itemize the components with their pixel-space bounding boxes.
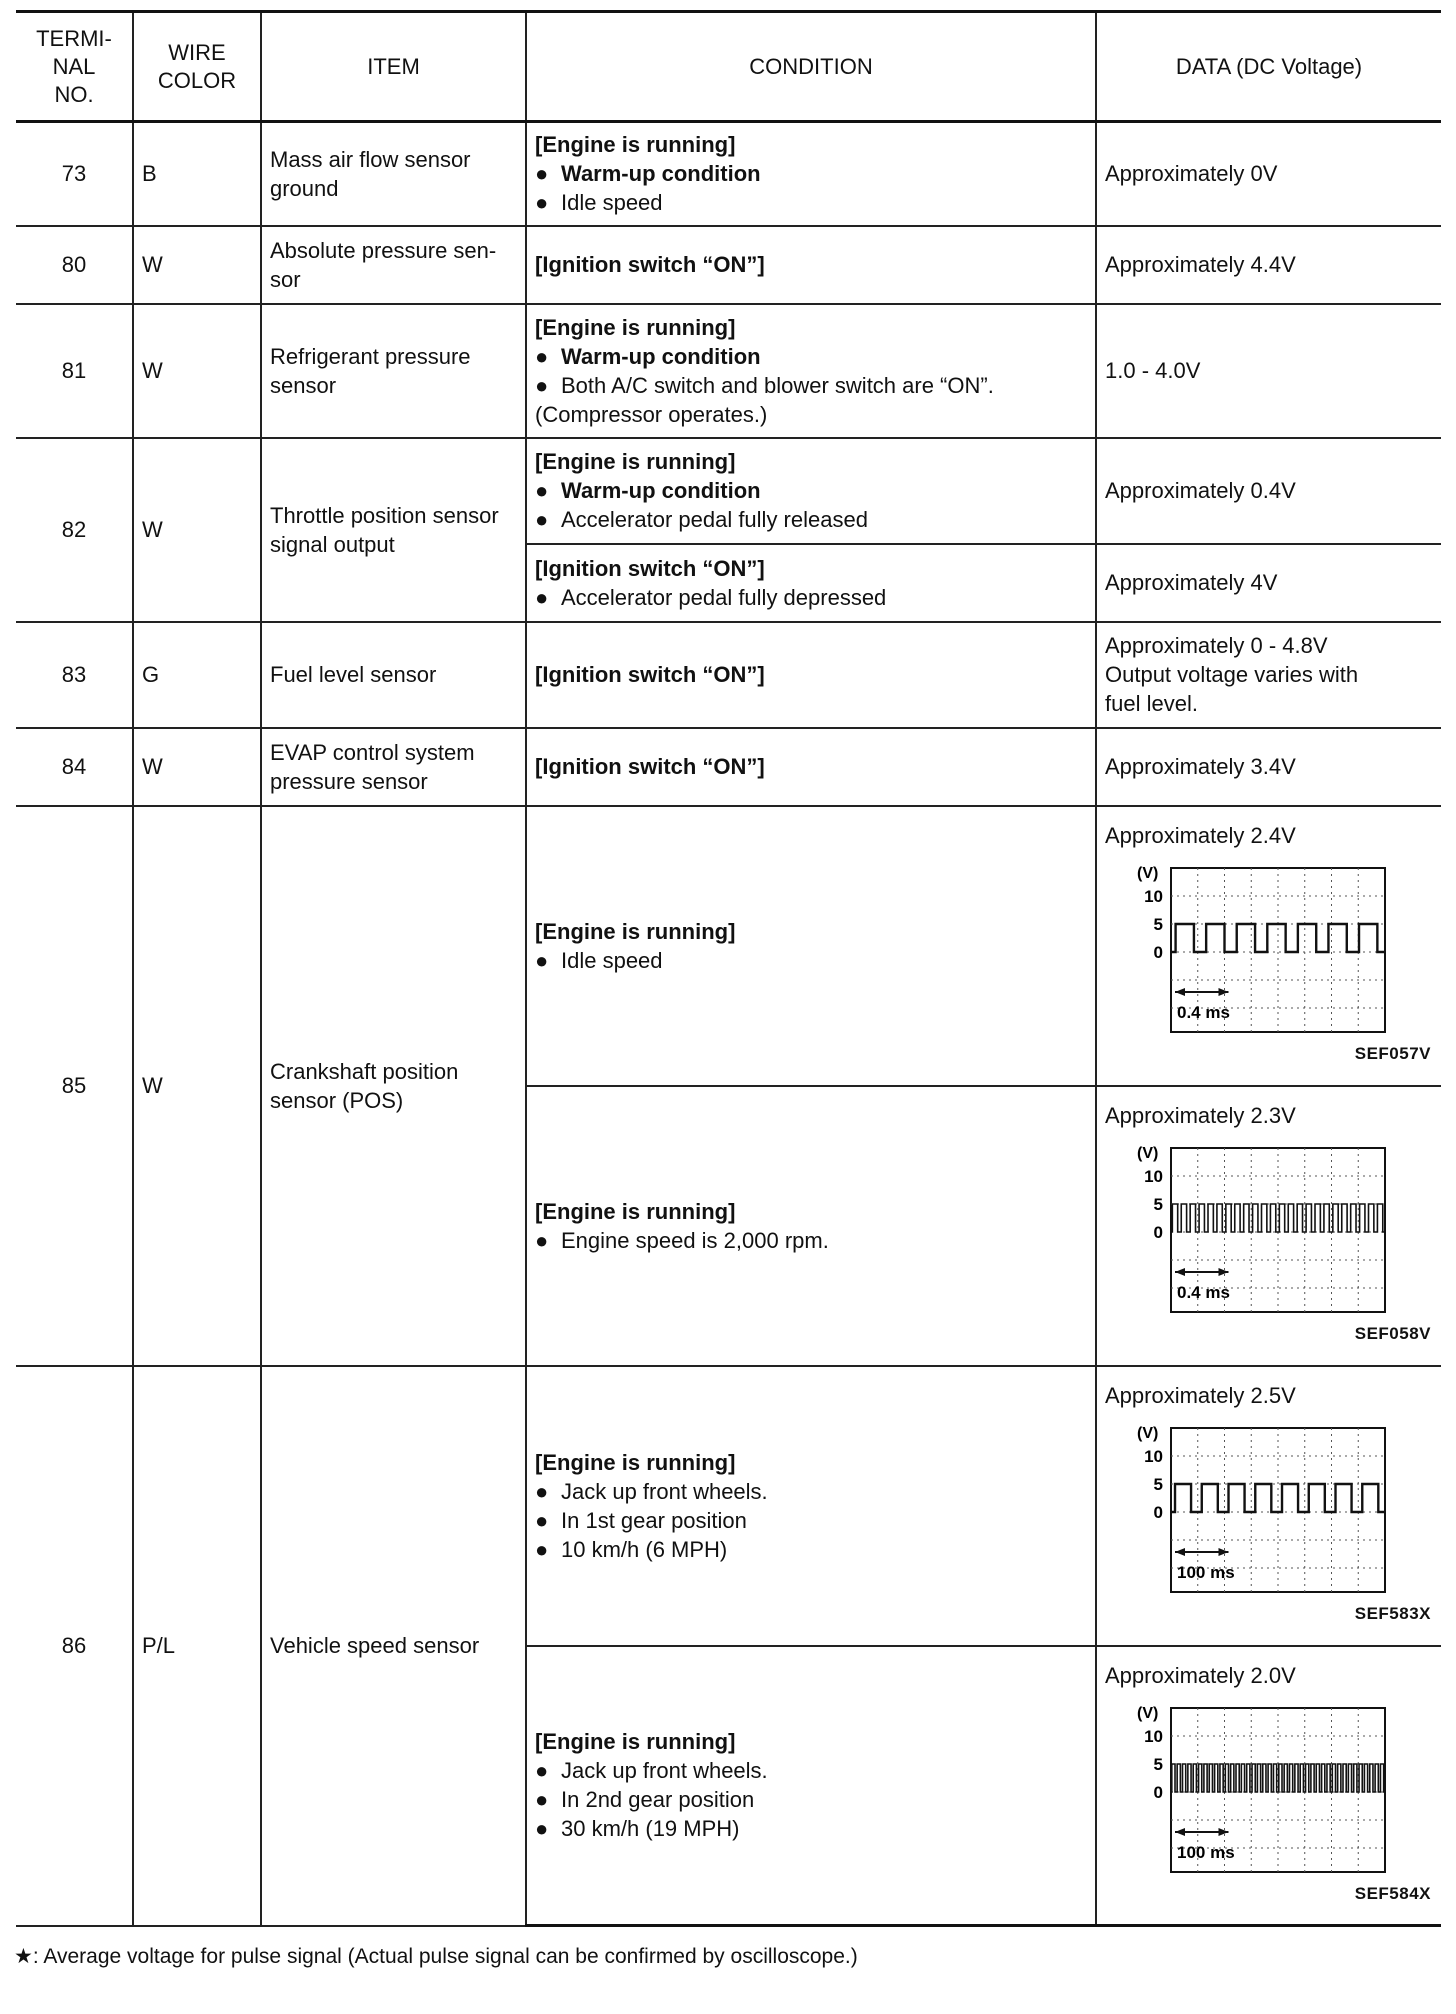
condition-bullet: ● Accelerator pedal fully depressed bbox=[535, 584, 887, 610]
wire-color: W bbox=[133, 304, 261, 438]
scope-y-tick-label: 0 bbox=[1153, 1222, 1163, 1242]
data-value: Approximately 2.4V bbox=[1105, 822, 1296, 848]
condition-bullet: ● Accelerator pedal fully released bbox=[535, 507, 868, 532]
wire-color: W bbox=[133, 438, 261, 622]
data-cell bbox=[1096, 1366, 1441, 1646]
condition-bullet: ● Both A/C switch and blower switch are “ON”. bbox=[535, 372, 994, 398]
condition-bullet: ● Engine speed is 2,000 rpm. bbox=[535, 1227, 829, 1253]
time-scale-label: 0.4 ms bbox=[1177, 1282, 1230, 1302]
condition-heading: [Ignition switch “ON”] bbox=[535, 252, 765, 277]
item-name: Mass air flow sensor ground bbox=[261, 122, 526, 226]
figure-id: SEF584X bbox=[1354, 1883, 1431, 1903]
condition-bullet: ● Jack up front wheels. bbox=[535, 1478, 768, 1504]
wire-color: W bbox=[133, 806, 261, 1366]
terminal-number: 86 bbox=[16, 1366, 133, 1926]
item-name: Refrigerant pressure sensor bbox=[261, 304, 526, 438]
oscilloscope-figure bbox=[1105, 1690, 1433, 1916]
time-scale-label: 100 ms bbox=[1177, 1842, 1235, 1862]
condition-heading: [Engine is running] bbox=[535, 132, 736, 158]
terminal-number: 83 bbox=[16, 622, 133, 728]
footnote: ★: Average voltage for pulse signal (Actual pulse signal can be confirmed by oscilloscope.) bbox=[14, 1945, 858, 1968]
wire-color: G bbox=[133, 622, 261, 728]
scope-y-tick-label: 0 bbox=[1153, 942, 1163, 962]
header-row bbox=[16, 12, 1441, 122]
condition-heading: [Engine is running] bbox=[535, 1449, 736, 1475]
condition-cell bbox=[526, 226, 1096, 304]
data-value: Approximately 0 - 4.8V Output voltage varies with fuel level. bbox=[1096, 622, 1441, 728]
wire-color: P/L bbox=[133, 1366, 261, 1926]
data-value: Approximately 2.5V bbox=[1105, 1382, 1296, 1408]
data-cell bbox=[1096, 1086, 1441, 1366]
scope-unit-label: (V) bbox=[1137, 864, 1159, 882]
table-row bbox=[16, 438, 1441, 544]
condition-cell bbox=[526, 1366, 1096, 1646]
data-value: Approximately 2.3V bbox=[1105, 1102, 1296, 1128]
item-name: Throttle position sensor signal output bbox=[261, 438, 526, 622]
table-row bbox=[16, 122, 1441, 226]
item-name: Fuel level sensor bbox=[261, 622, 526, 728]
condition-heading: [Engine is running] bbox=[535, 1198, 736, 1224]
condition-cell bbox=[526, 122, 1096, 226]
condition-heading: [Engine is running] bbox=[535, 1729, 736, 1755]
oscilloscope-figure bbox=[1105, 1130, 1433, 1356]
header-wire-color: WIRE COLOR bbox=[133, 12, 261, 122]
header-data: DATA (DC Voltage) bbox=[1096, 12, 1441, 122]
condition-cell bbox=[526, 304, 1096, 438]
oscilloscope-waveform bbox=[1105, 850, 1425, 1050]
scope-y-tick-label: 5 bbox=[1153, 914, 1163, 934]
ecm-terminal-table bbox=[16, 10, 1441, 1927]
condition-cell bbox=[526, 1646, 1096, 1926]
condition-heading: [Ignition switch “ON”] bbox=[535, 754, 765, 779]
condition-heading: [Ignition switch “ON”] bbox=[535, 662, 765, 687]
terminal-number: 85 bbox=[16, 806, 133, 1366]
condition-cell bbox=[526, 622, 1096, 728]
table-row bbox=[16, 226, 1441, 304]
condition-bullet: ● Idle speed bbox=[535, 190, 663, 216]
data-cell bbox=[1096, 1646, 1441, 1926]
header-condition: CONDITION bbox=[526, 12, 1096, 122]
data-value: Approximately 2.0V bbox=[1105, 1662, 1296, 1688]
terminal-number: 84 bbox=[16, 728, 133, 806]
data-cell bbox=[1096, 806, 1441, 1086]
condition-bullet: ● Jack up front wheels. bbox=[535, 1758, 768, 1784]
scope-unit-label: (V) bbox=[1137, 1704, 1159, 1722]
condition-heading: [Ignition switch “ON”] bbox=[535, 555, 765, 581]
terminal-number: 80 bbox=[16, 226, 133, 304]
item-name: Crankshaft position sensor (POS) bbox=[261, 806, 526, 1366]
time-scale-label: 0.4 ms bbox=[1177, 1002, 1230, 1022]
scope-y-tick-label: 10 bbox=[1144, 886, 1163, 906]
condition-heading: [Engine is running] bbox=[535, 918, 736, 944]
data-value: Approximately 4.4V bbox=[1096, 226, 1441, 304]
scope-unit-label: (V) bbox=[1137, 1424, 1159, 1442]
scope-unit-label: (V) bbox=[1137, 1144, 1159, 1162]
wire-color: W bbox=[133, 226, 261, 304]
figure-id: SEF058V bbox=[1354, 1323, 1431, 1343]
data-value: 1.0 - 4.0V bbox=[1096, 304, 1441, 438]
oscilloscope-figure bbox=[1105, 850, 1433, 1076]
time-scale-label: 100 ms bbox=[1177, 1562, 1235, 1582]
condition-heading: [Engine is running] bbox=[535, 449, 736, 474]
scope-y-tick-label: 10 bbox=[1144, 1166, 1163, 1186]
condition-bullet: ● Warm-up condition bbox=[535, 478, 761, 503]
condition-cell bbox=[526, 1086, 1096, 1366]
condition-bullet: ● 10 km/h (6 MPH) bbox=[535, 1536, 728, 1562]
condition-bullet: ● 30 km/h (19 MPH) bbox=[535, 1816, 740, 1842]
table-row bbox=[16, 622, 1441, 728]
scope-y-tick-label: 0 bbox=[1153, 1502, 1163, 1522]
condition-bullet: ● Idle speed bbox=[535, 947, 663, 973]
condition-cell bbox=[526, 438, 1096, 544]
header-terminal: TERMI- NAL NO. bbox=[16, 12, 133, 122]
item-name: EVAP control system pressure sensor bbox=[261, 728, 526, 806]
data-value: Approximately 3.4V bbox=[1096, 728, 1441, 806]
oscilloscope-figure bbox=[1105, 1410, 1433, 1636]
data-value: Approximately 0.4V bbox=[1096, 438, 1441, 544]
table-row bbox=[16, 806, 1441, 1086]
scope-y-tick-label: 5 bbox=[1153, 1754, 1163, 1774]
scope-y-tick-label: 5 bbox=[1153, 1194, 1163, 1214]
figure-id: SEF583X bbox=[1354, 1603, 1431, 1623]
terminal-number: 73 bbox=[16, 122, 133, 226]
condition-note: (Compressor operates.) bbox=[535, 401, 768, 427]
oscilloscope-waveform bbox=[1105, 1410, 1425, 1610]
condition-heading: [Engine is running] bbox=[535, 314, 736, 340]
wire-color: W bbox=[133, 728, 261, 806]
condition-cell bbox=[526, 544, 1096, 622]
oscilloscope-waveform bbox=[1105, 1130, 1425, 1330]
scope-y-tick-label: 10 bbox=[1144, 1726, 1163, 1746]
oscilloscope-waveform bbox=[1105, 1690, 1425, 1890]
scope-y-tick-label: 10 bbox=[1144, 1446, 1163, 1466]
terminal-number: 82 bbox=[16, 438, 133, 622]
condition-bullet: ● Warm-up condition bbox=[535, 343, 761, 369]
scope-y-tick-label: 0 bbox=[1153, 1782, 1163, 1802]
table-row bbox=[16, 1366, 1441, 1646]
table-row bbox=[16, 304, 1441, 438]
condition-bullet: ● In 1st gear position bbox=[535, 1507, 747, 1533]
data-value: Approximately 4V bbox=[1096, 544, 1441, 622]
terminal-number: 81 bbox=[16, 304, 133, 438]
item-name: Vehicle speed sensor bbox=[261, 1366, 526, 1926]
figure-id: SEF057V bbox=[1354, 1043, 1431, 1063]
condition-cell bbox=[526, 728, 1096, 806]
item-name: Absolute pressure sen- sor bbox=[261, 226, 526, 304]
condition-cell bbox=[526, 806, 1096, 1086]
header-item: ITEM bbox=[261, 12, 526, 122]
condition-bullet: ● Warm-up condition bbox=[535, 161, 761, 187]
wire-color: B bbox=[133, 122, 261, 226]
data-value: Approximately 0V bbox=[1096, 122, 1441, 226]
table-row bbox=[16, 728, 1441, 806]
scope-y-tick-label: 5 bbox=[1153, 1474, 1163, 1494]
condition-bullet: ● In 2nd gear position bbox=[535, 1787, 755, 1813]
